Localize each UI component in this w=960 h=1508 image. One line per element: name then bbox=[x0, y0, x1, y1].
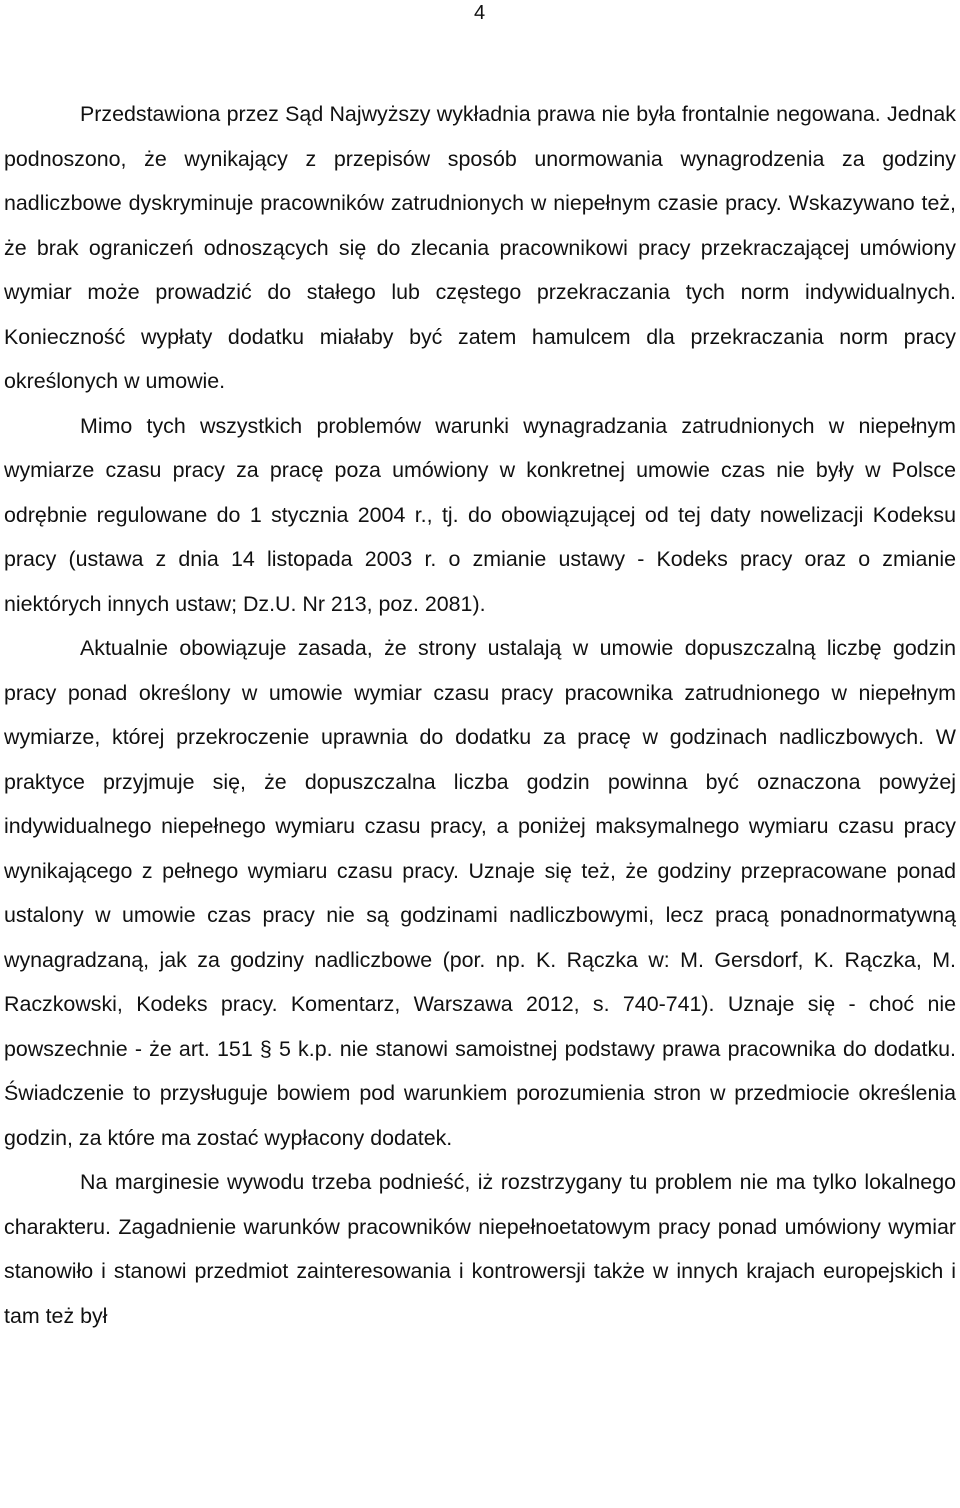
page-number-text: 4 bbox=[474, 2, 486, 24]
paragraph-4: Na marginesie wywodu trzeba podnieść, iż rozstrzygany tu problem nie ma tylko lokalnego charakteru. Zagadnienie warunków pracowników niepełnoetatowym pracy ponad umówiony wymiar stanowiło i stanowi przedmiot zainteresowania i kontrowersji także w innych krajach europejskich i tam też był bbox=[4, 1170, 956, 1328]
document-body bbox=[4, 92, 956, 1338]
paragraph-3: Aktualnie obowiązuje zasada, że strony ustalają w umowie dopuszczalną liczbę godzin pracy ponad określony w umowie wymiar czasu pracy pracownika zatrudnionego w niepełnym wymiarze, której przekroczenie uprawnia do dodatku za pracę w godzinach nadliczbowych. W praktyce przyjmuje się, że dopuszczalna liczba godzin powinna być oznaczona powyżej indywidualnego niepełnego wymiaru czasu pracy, a poniżej maksymalnego wymiaru czasu pracy wynikającego z pełnego wymiaru czasu pracy. Uznaje się też, że godziny przepracowane ponad ustalony w umowie czas pracy nie są godzinami nadliczbowymi, lecz pracą ponadnormatywną wynagradzaną, jak za godziny nadliczbowe (por. np. K. Rączka w: M. Gersdorf, K. Rączka, M. Raczkowski, Kodeks pracy. Komentarz, Warszawa 2012, s. 740-741). Uznaje się - choć nie powszechnie - że art. 151 § 5 k.p. nie stanowi samoistnej podstawy prawa pracownika do dodatku. Świadczenie to przysługuje bowiem pod warunkiem porozumienia stron w przedmiocie określenia godzin, za które ma zostać wypłacony dodatek. bbox=[4, 636, 956, 1150]
paragraph-2: Mimo tych wszystkich problemów warunki wynagradzania zatrudnionych w niepełnym wymiarze czasu pracy za pracę poza umówiony w konkretnej umowie czas nie były w Polsce odrębnie regulowane do 1 stycznia 2004 r., tj. do obowiązującej od tej daty nowelizacji Kodeksu pracy (ustawa z dnia 14 listopada 2003 r. o zmianie ustawy - Kodeks pracy oraz o zmianie niektórych innych ustaw; Dz.U. Nr 213, poz. 2081). bbox=[4, 413, 956, 616]
paragraph-1: Przedstawiona przez Sąd Najwyższy wykładnia prawa nie była frontalnie negowana. Jednak podnoszono, że wynikający z przepisów sposób unormowania wynagrodzenia za godziny nadliczbowe dyskryminuje pracowników zatrudnionych w niepełnym czasie pracy. Wskazywano też, że brak ograniczeń odnoszących się do zlecania pracownikowi pracy przekraczającej umówiony wymiar może prowadzić do stałego lub częstego przekraczania tych norm indywidualnych. Konieczność wypłaty dodatku miałaby być zatem hamulcem dla przekraczania norm pracy określonych w umowie. bbox=[4, 102, 956, 393]
